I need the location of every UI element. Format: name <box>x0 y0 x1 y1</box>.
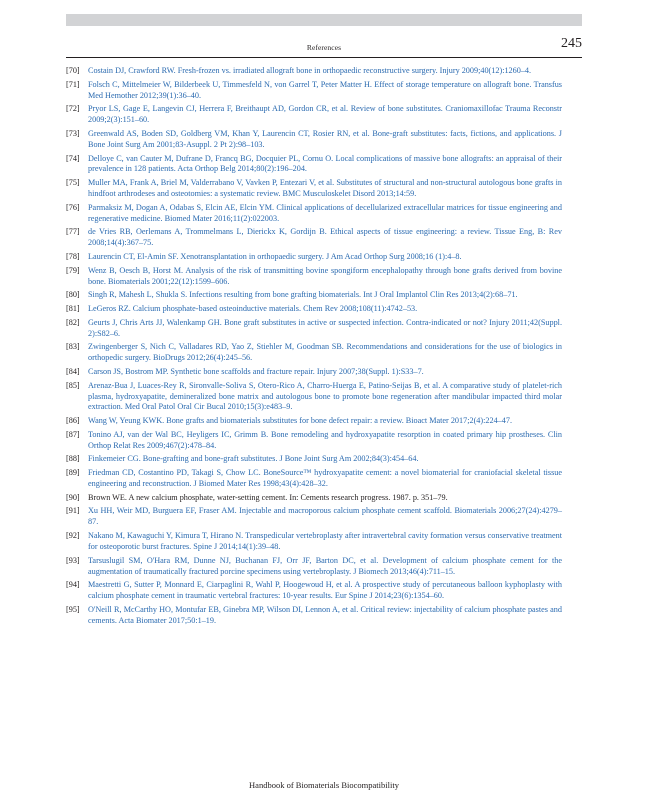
reference-number: [76] <box>66 202 80 212</box>
reference-item <box>66 531 562 553</box>
reference-link[interactable]: Pryor LS, Gage E, Langevin CJ, Herrera F, Breithaupt AD, Gordon CR, et al. Review of bone substitutes. Craniomaxillofac Trauma Reconstr 2009;2(3):151–60. <box>88 104 562 125</box>
book-title-footer: Handbook of Biomaterials Biocompatibility <box>249 780 399 790</box>
reference-link[interactable]: LeGeros RZ. Calcium phosphate-based osteoinductive materials. Chem Rev 2008;108(11):4742–53. <box>88 303 418 313</box>
reference-number: [95] <box>66 604 80 614</box>
reference-link[interactable]: Xu HH, Weir MD, Burguera EF, Fraser AM. Injectable and macroporous calcium phosphate cement scaffold. Biomaterials 2006;27(24):4279–87. <box>88 506 562 527</box>
running-head <box>66 36 582 56</box>
header-rule <box>66 57 582 58</box>
reference-number: [81] <box>66 303 80 313</box>
reference-item <box>66 178 562 200</box>
reference-item <box>66 252 562 263</box>
reference-item <box>66 493 562 504</box>
reference-list <box>66 66 562 630</box>
reference-number: [79] <box>66 265 80 275</box>
reference-link[interactable]: Muller MA, Frank A, Briel M, Valderrabano V, Vavken P, Entezari V, et al. Substitutes of structural and non-structural autologous bone grafts in hindfoot arthrodeses and osteotomies: a systematic review. BMC Musculoskelet Disord 2013;14:59. <box>88 178 562 199</box>
reference-number: [80] <box>66 290 80 300</box>
reference-item <box>66 605 562 627</box>
reference-link[interactable]: Nakano M, Kawaguchi Y, Kimura T, Hirano N. Transpedicular vertebroplasty after intravertebral cavity formation versus conservative treatment for osteoporotic burst fractures. Spine J 2014;14(1):39–48. <box>88 531 562 551</box>
reference-item <box>66 104 562 126</box>
reference-number: [92] <box>66 531 80 541</box>
reference-link[interactable]: Tarsuslugil SM, O'Hara RM, Dunne NJ, Buchanan FJ, Orr JF, Barton DC, et al. Development of calcium phosphate cement for the augmentation of traumatically fractured porcine specimens using vertebroplasty. J Biomech 2013;46(4):711–15. <box>88 555 562 576</box>
reference-number: [74] <box>66 153 80 163</box>
reference-item <box>66 290 562 301</box>
reference-item <box>66 304 562 315</box>
reference-link[interactable]: Parmaksiz M, Dogan A, Odabas S, Elcin AE, Elcin YM. Clinical applications of decellularized extracellular matrices for tissue engineering and regenerative medicine. Biomed Mater 2016;11(2):022003. <box>88 202 562 223</box>
reference-link[interactable]: Geurts J, Chris Arts JJ, Walenkamp GH. Bone graft substitutes in active or suspected infection. Contra-indicated or not? Injury 2011;42(Suppl. 2):S82–6. <box>88 317 562 338</box>
reference-item <box>66 556 562 578</box>
reference-item <box>66 381 562 414</box>
reference-link[interactable]: Wenz B, Oesch B, Horst M. Analysis of the risk of transmitting bovine spongiform encephalopathy through bone grafts derived from bovine bone. Biomaterials 2001;22(12):1599–606. <box>88 265 562 286</box>
reference-item <box>66 342 562 364</box>
reference-item <box>66 367 562 378</box>
reference-number: [82] <box>66 317 80 327</box>
reference-number: [88] <box>66 454 80 464</box>
reference-number: [78] <box>66 251 80 261</box>
reference-number: [90] <box>66 492 80 502</box>
reference-link[interactable]: Laurencin CT, El-Amin SF. Xenotransplantation in orthopaedic surgery. J Am Acad Orthop Surg 2008;16 (1):4–8. <box>88 251 462 261</box>
reference-number: [89] <box>66 468 80 478</box>
reference-number: [84] <box>66 366 80 376</box>
reference-item <box>66 318 562 340</box>
reference-link[interactable]: Maestretti G, Sutter P, Monnard E, Ciarpaglini R, Wahl P, Hoogewoud H, et al. A prospective study of percutaneous balloon kyphoplasty with calcium phosphate cement in traumatic vertebral fractures: 10-year results. Eur Spine J 2014;23(6):1354–60. <box>88 580 562 601</box>
reference-item <box>66 580 562 602</box>
reference-item <box>66 154 562 176</box>
reference-link[interactable]: Delloye C, van Cauter M, Dufrane D, Francq BG, Docquier PL, Cornu O. Local complications of massive bone allografts: an appraisal of their prevalence in 128 patients. Acta Orthop Belg 2014;80(2):196–204. <box>88 153 562 174</box>
reference-link[interactable]: Zwingenberger S, Nich C, Valladares RD, Yao Z, Stiehler M, Goodman SB. Recommendations and considerations for the use of biologics in orthopedic surgery. BioDrugs 2012;26(4):245–56. <box>88 342 562 363</box>
reference-link[interactable]: Tonino AJ, van der Wal BC, Heyligers IC, Grimm B. Bone remodeling and hydroxyapatite resorption in coated primary hip prostheses. Clin Orthop Relat Res 2009;467(2):478–84. <box>88 429 562 450</box>
reference-text: Brown WE. A new calcium phosphate, water-setting cement. In: Cements research progress. 1987. p. 351–79. <box>88 492 448 502</box>
reference-item <box>66 506 562 528</box>
running-head-title: References <box>306 43 342 52</box>
reference-number: [73] <box>66 128 80 138</box>
reference-link[interactable]: Friedman CD, Costantino PD, Takagi S, Chow LC. BoneSource™ hydroxyapatite cement: a novel biomaterial for craniofacial skeletal tissue engineering and reconstruction. J Biomed Mater Res 1998;43(4):428–32. <box>88 468 562 489</box>
reference-item <box>66 416 562 427</box>
reference-item <box>66 454 562 465</box>
reference-number: [72] <box>66 104 80 114</box>
reference-number: [86] <box>66 416 80 426</box>
reference-number: [93] <box>66 555 80 565</box>
reference-item <box>66 203 562 225</box>
reference-number: [77] <box>66 227 80 237</box>
reference-link[interactable]: Greenwald AS, Boden SD, Goldberg VM, Khan Y, Laurencin CT, Rosier RN, et al. Bone-graft substitutes: facts, fictions, and applications. J Bone Joint Surg Am 2001;83-Asuppl. 2 Pt 2):98–103. <box>88 128 562 149</box>
reference-item <box>66 129 562 151</box>
reference-link[interactable]: Singh R, Mahesh L, Shukla S. Infections resulting from bone grafting biomaterials. Int J Oral Implantol Clin Res 2013;4(2):68–71. <box>88 290 518 300</box>
reference-link[interactable]: Arenaz-Bua J, Luaces-Rey R, Sironvalle-Soliva S, Otero-Rico A, Charro-Huerga E, Patino-Seijas B, et al. A comparative study of platelet-rich plasma, hydroxyapatite, demineralized bone matrix and autologous bone to promote bone regeneration after mandibular impacted third molar extraction. Med Oral Patol Oral Cir Bucal 2010;15(3):e483–9. <box>88 380 562 412</box>
reference-number: [94] <box>66 580 80 590</box>
reference-number: [71] <box>66 79 80 89</box>
reference-number: [75] <box>66 178 80 188</box>
reference-link[interactable]: O'Neill R, McCarthy HO, Montufar EB, Ginebra MP, Wilson DI, Lennon A, et al. Critical review: injectability of calcium phosphate pastes and cements. Acta Biomater 2017;50:1–19. <box>88 604 562 625</box>
page-number: 245 <box>561 36 582 51</box>
reference-number: [83] <box>66 342 80 352</box>
reference-number: [85] <box>66 380 80 390</box>
reference-item <box>66 66 562 77</box>
reference-item <box>66 266 562 288</box>
reference-item <box>66 468 562 490</box>
reference-link[interactable]: Wang W, Yeung KWK. Bone grafts and biomaterials substitutes for bone defect repair: a review. Bioact Mater 2017;2(4):224–47. <box>88 416 512 426</box>
reference-link[interactable]: Carson JS, Bostrom MP. Synthetic bone scaffolds and fracture repair. Injury 2007;38(Suppl. 1):S33–7. <box>88 366 424 376</box>
reference-item <box>66 430 562 452</box>
reference-number: [87] <box>66 429 80 439</box>
reference-item <box>66 227 562 249</box>
reference-link[interactable]: Finkemeier CG. Bone-grafting and bone-graft substitutes. J Bone Joint Surg Am 2002;84(3):454–64. <box>88 454 419 464</box>
reference-link[interactable]: Folsch C, Mittelmeier W, Bilderbeek U, Timmesfeld N, von Garrel T, Peter Matter H. Effect of storage temperature on allograft bone. Transfus Med Hemother 2012;39(1):36–40. <box>88 79 562 100</box>
reference-link[interactable]: Costain DJ, Crawford RW. Fresh-frozen vs. irradiated allograft bone in orthopaedic reconstructive surgery. Injury 2009;40(12):1260–4. <box>88 66 532 75</box>
header-bar <box>66 14 582 26</box>
reference-link[interactable]: de Vries RB, Oerlemans A, Trommelmans L, Dierickx K, Gordijn B. Ethical aspects of tissue engineering: a review. Tissue Eng, B: Rev 2008;14(4):367–75. <box>88 227 562 248</box>
reference-item <box>66 80 562 102</box>
reference-number: [91] <box>66 506 80 516</box>
reference-number: [70] <box>66 66 80 75</box>
